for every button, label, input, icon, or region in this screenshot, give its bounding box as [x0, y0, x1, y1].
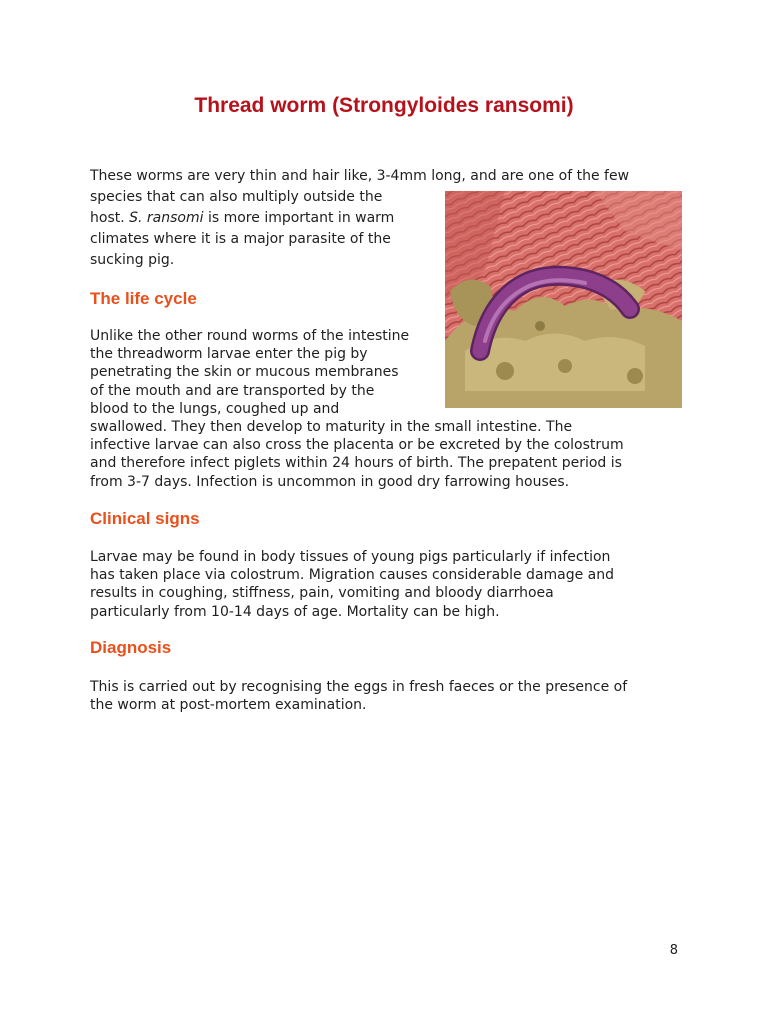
life-cycle-line: from 3-7 days. Infection is uncommon in good dry farrowing houses. [90, 473, 570, 490]
life-cycle-line: swallowed. They then develop to maturity in the small intestine. The [90, 419, 573, 436]
page-number: 8 [669, 943, 678, 958]
species-name: S. ransomi [129, 210, 204, 226]
diagnosis-line: This is carried out by recognising the eggs in fresh faeces or the presence of [90, 679, 628, 695]
life-cycle-line: penetrating the skin or mucous membranes [90, 364, 399, 381]
section-heading-life-cycle: The life cycle [90, 289, 197, 308]
life-cycle-line: blood to the lungs, coughed up and [90, 400, 340, 417]
clinical-signs-line: Larvae may be found in body tissues of young pigs particularly if infection [90, 549, 611, 565]
intro-line-5: sucking pig. [90, 252, 175, 268]
section-heading-diagnosis: Diagnosis [90, 638, 172, 657]
life-cycle-paragraph [90, 327, 624, 491]
diagnosis-line: the worm at post-mortem examination. [90, 697, 367, 714]
clinical-signs-line: particularly from 10-14 days of age. Mortality can be high. [90, 603, 500, 620]
intro-line-3-post: is more important in warm [203, 210, 395, 226]
intro-line-3-pre: host. [90, 210, 130, 226]
life-cycle-line: and therefore infect piglets within 24 hours of birth. The prepatent period is [90, 455, 622, 472]
clinical-signs-paragraph [90, 548, 614, 621]
life-cycle-line: infective larvae can also cross the placenta or be excreted by the colostrum [90, 437, 624, 454]
intro-line-2: species that can also multiply outside the [90, 189, 383, 205]
life-cycle-line: the threadworm larvae enter the pig by [90, 346, 368, 363]
life-cycle-line: Unlike the other round worms of the intestine [90, 328, 410, 344]
intro-line-1: These worms are very thin and hair like, 3-4mm long, and are one of the few [90, 168, 630, 184]
life-cycle-line: of the mouth and are transported by the [90, 382, 375, 399]
diagnosis-paragraph [90, 678, 627, 714]
page-title: Thread worm (Strongyloides ransomi) [194, 94, 574, 117]
section-heading-clinical-signs: Clinical signs [90, 509, 200, 528]
clinical-signs-line: results in coughing, stiffness, pain, vomiting and bloody diarrhoea [90, 585, 554, 602]
clinical-signs-line: has taken place via colostrum. Migration causes considerable damage and [90, 567, 615, 584]
intro-line-4: climates where it is a major parasite of the [90, 231, 391, 247]
